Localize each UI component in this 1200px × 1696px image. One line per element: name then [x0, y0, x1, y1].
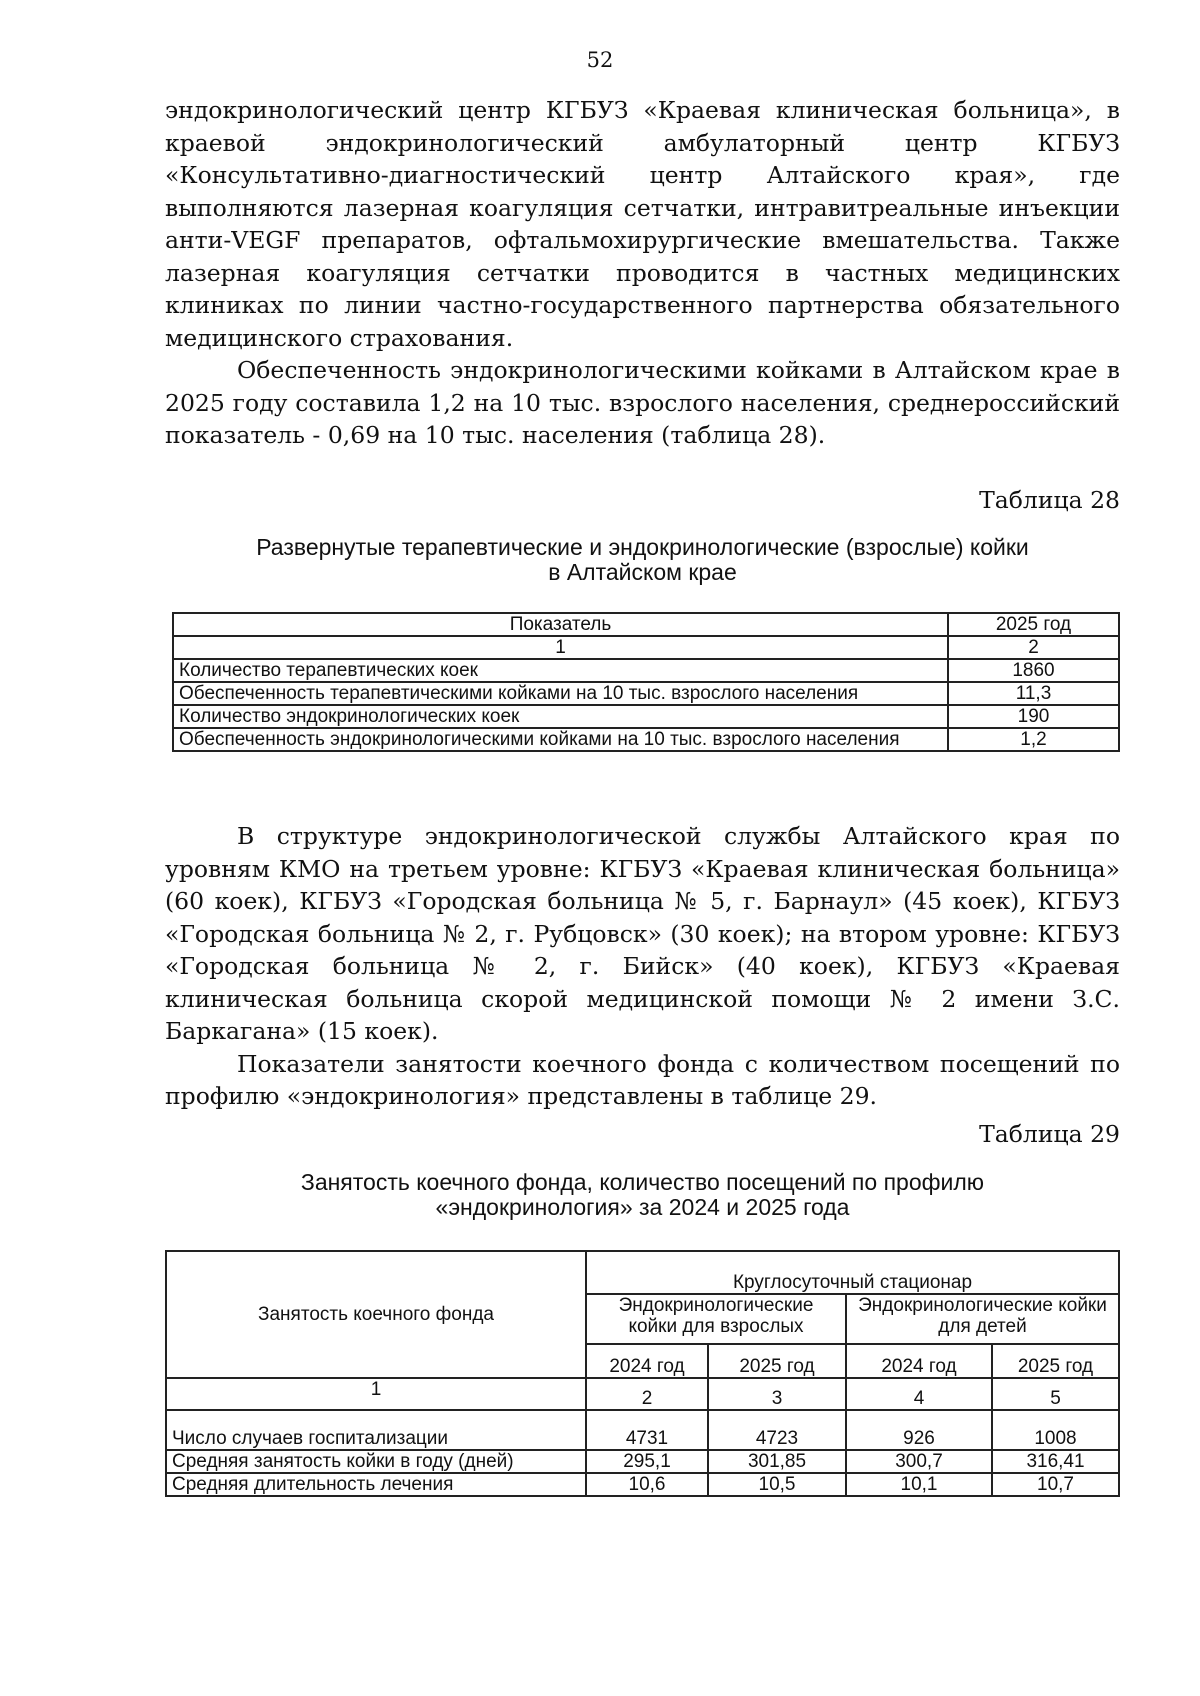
table-row	[166, 1410, 1119, 1450]
table-cell-value: 10,7	[992, 1473, 1119, 1496]
table-cell-value: 4723	[708, 1410, 846, 1450]
table-29-label: Таблица 29	[979, 1120, 1120, 1148]
table-29-row-header: Занятость коечного фонда	[166, 1251, 586, 1378]
table-28-header-year: 2025 год	[948, 613, 1119, 636]
table-29-caption-line-2: «эндокринология» за 2024 и 2025 года	[435, 1194, 850, 1220]
table-row	[173, 705, 1119, 728]
table-cell-value: 316,41	[992, 1450, 1119, 1473]
table-29-col-number: 4	[846, 1378, 992, 1410]
paragraph-2: Обеспеченность эндокринологическими койками в Алтайском крае в 2025 году составила 1,2 на 10 тыс. взрослого населения, среднероссийский показатель - 0,69 на 10 тыс. населения (таблица 28).	[165, 356, 1120, 449]
table-29-subgroup-children: Эндокринологические койки для детей	[846, 1294, 1119, 1344]
table-29-col-number: 5	[992, 1378, 1119, 1410]
table-row	[173, 659, 1119, 682]
table-29-year: 2025 год	[708, 1344, 846, 1378]
table-cell-value: 10,5	[708, 1473, 846, 1496]
table-row	[173, 636, 1119, 659]
table-row	[173, 613, 1119, 636]
table-cell-value: 926	[846, 1410, 992, 1450]
table-cell-value: 11,3	[948, 682, 1119, 705]
paragraph-4: Показатели занятости коечного фонда с количеством посещений по профилю «эндокринология» представлены в таблице 29.	[165, 1049, 1120, 1110]
table-cell-name: Число случаев госпитализации	[166, 1410, 586, 1450]
table-cell-name: Средняя длительность лечения	[166, 1473, 586, 1496]
table-cell-name: Обеспеченность эндокринологическими койками на 10 тыс. взрослого населения	[173, 728, 948, 751]
table-row	[166, 1473, 1119, 1496]
table-row	[166, 1378, 1119, 1410]
table-28-label: Таблица 28	[979, 486, 1120, 514]
table-cell-value: 300,7	[846, 1450, 992, 1473]
table-29-col-number: 3	[708, 1378, 846, 1410]
table-29	[165, 1250, 1120, 1497]
table-row	[166, 1450, 1119, 1473]
table-29-col-number: 1	[166, 1378, 586, 1410]
table-29-col-number: 2	[586, 1378, 708, 1410]
table-cell-value: 1008	[992, 1410, 1119, 1450]
table-29-caption-line-1: Занятость коечного фонда, количество посещений по профилю	[300, 1169, 985, 1195]
table-28-caption	[165, 535, 1120, 585]
table-row	[166, 1251, 1119, 1294]
table-28-col-number: 2	[948, 636, 1119, 659]
paragraph-3: В структуре эндокринологической службы Алтайского края по уровням КМО на третьем уровне: КГБУЗ «Краевая клиническая больница» (60 коек), КГБУЗ «Городская больница № 5, г. Барнаул» (45 коек), КГБУЗ «Городская больница № 2, г. Рубцовск» (30 коек); на втором уровне: КГБУЗ «Городская больница № 2, г. Бийск» (40 коек), КГБУЗ «Краевая клиническая больница скорой медицинской помощи № 2 имени З.С. Баркагана» (15 коек).	[165, 822, 1120, 1045]
table-28-caption-line-1: Развернутые терапевтические и эндокринологические (взрослые) койки	[256, 534, 1029, 560]
table-cell-name: Количество эндокринологических коек	[173, 705, 948, 728]
table-row	[173, 728, 1119, 751]
table-cell-value: 10,1	[846, 1473, 992, 1496]
table-cell-name: Средняя занятость койки в году (дней)	[166, 1450, 586, 1473]
table-cell-value: 295,1	[586, 1450, 708, 1473]
table-28-caption-line-2: в Алтайском крае	[548, 559, 737, 585]
table-29-year: 2025 год	[992, 1344, 1119, 1378]
text-section-middle	[165, 820, 1120, 1113]
page-number: 52	[586, 48, 614, 72]
table-cell-name: Обеспеченность терапевтическими койками на 10 тыс. взрослого населения	[173, 682, 948, 705]
table-cell-value: 4731	[586, 1410, 708, 1450]
table-28	[172, 612, 1120, 752]
text-section-top	[165, 94, 1120, 452]
table-29-year: 2024 год	[586, 1344, 708, 1378]
table-29-year: 2024 год	[846, 1344, 992, 1378]
table-cell-value: 1,2	[948, 728, 1119, 751]
table-cell-value: 1860	[948, 659, 1119, 682]
table-29-subgroup-adults: Эндокринологические койки для взрослых	[586, 1294, 846, 1344]
table-29-caption	[165, 1170, 1120, 1220]
table-28-header-indicator: Показатель	[173, 613, 948, 636]
table-cell-value: 190	[948, 705, 1119, 728]
paragraph-1: эндокринологический центр КГБУЗ «Краевая клиническая больница», в краевой эндокринологический амбулаторный центр КГБУЗ «Консультативно-диагностический центр Алтайского края», где выполняются лазерная коагуляция сетчатки, интравитреальные инъекции анти-VEGF препаратов, офтальмохирургические вмешательства. Также лазерная коагуляция сетчатки проводится в частных медицинских клиниках по линии частно-государственного партнерства обязательного медицинского страхования.	[165, 96, 1120, 352]
table-cell-value: 10,6	[586, 1473, 708, 1496]
table-29-group-header: Круглосуточный стационар	[586, 1251, 1119, 1294]
table-cell-value: 301,85	[708, 1450, 846, 1473]
table-row	[173, 682, 1119, 705]
table-28-col-number: 1	[173, 636, 948, 659]
table-cell-name: Количество терапевтических коек	[173, 659, 948, 682]
